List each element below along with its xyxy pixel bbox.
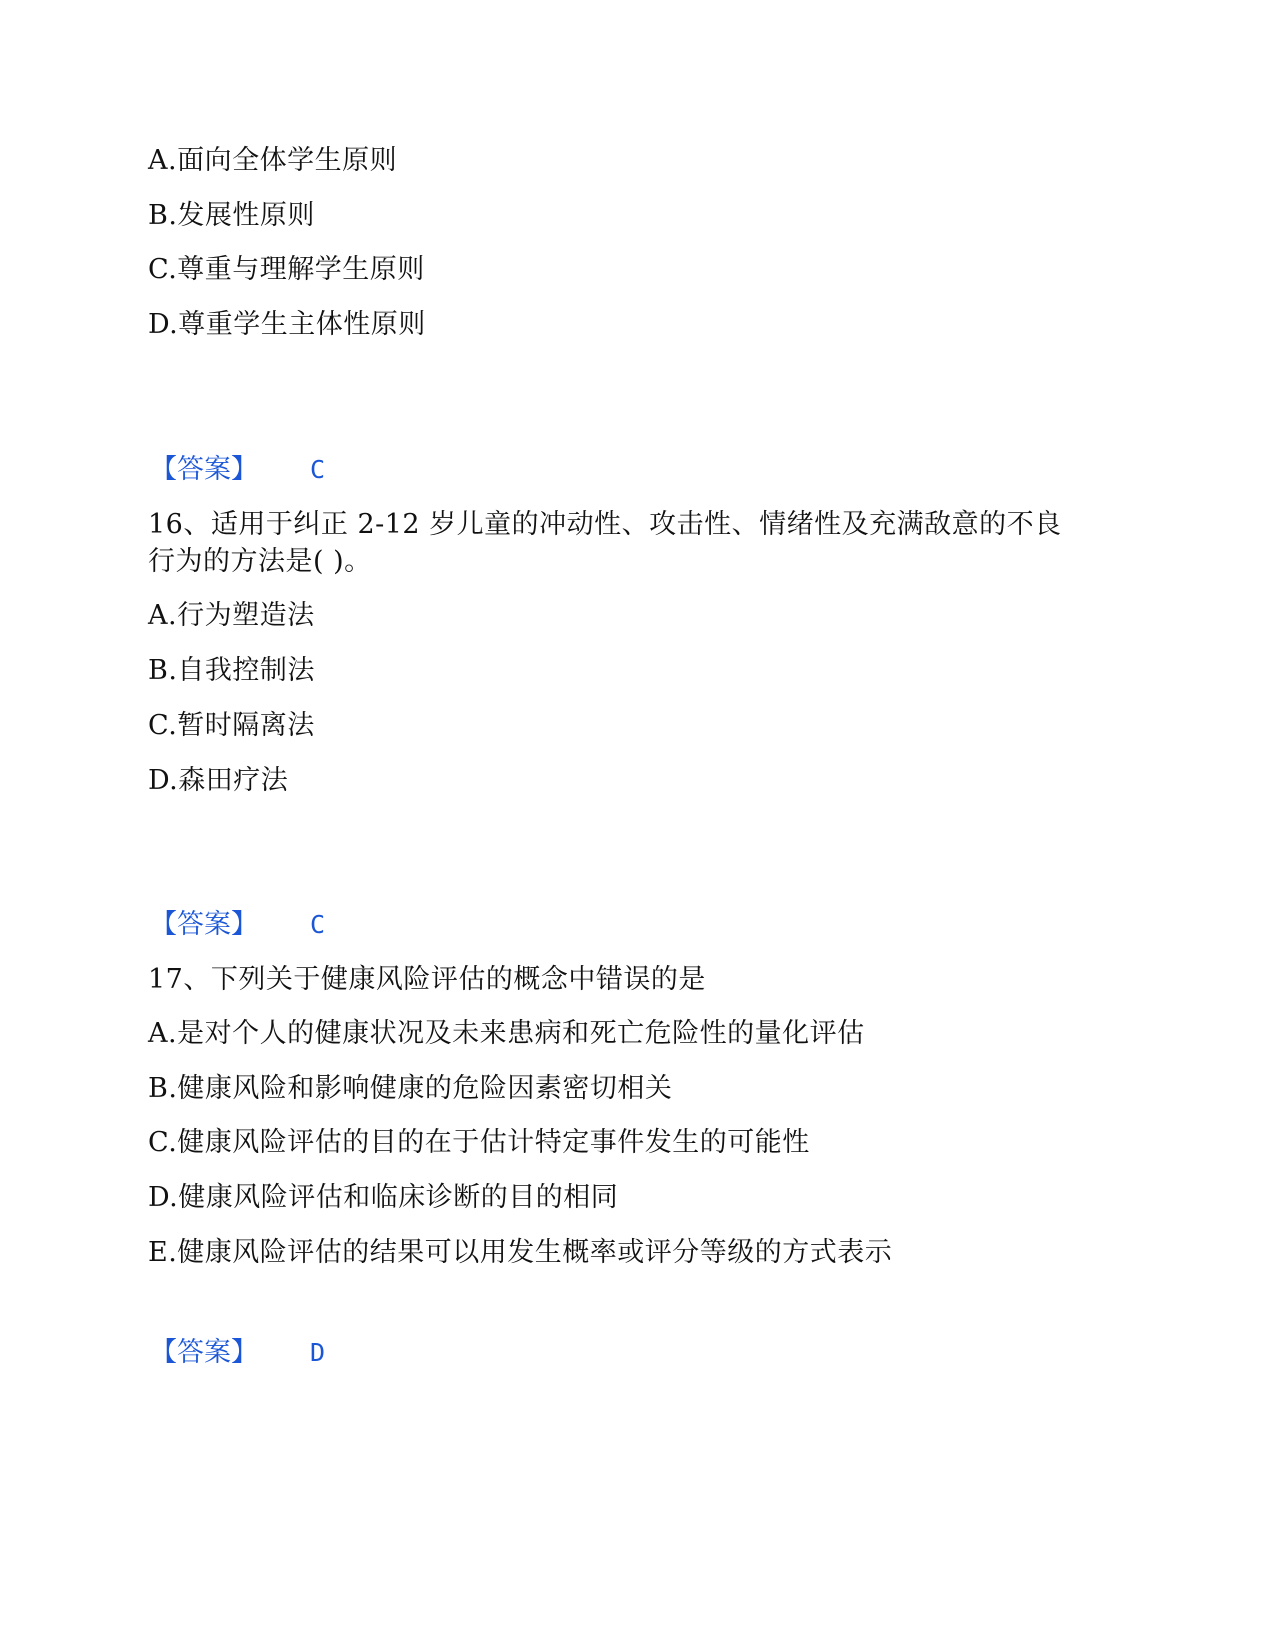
q15-option-a: A.面向全体学生原则 xyxy=(148,145,398,176)
q15-answer-tag: 【答案】 xyxy=(150,454,258,485)
q16-stem-line2: 行为的方法是( )。 xyxy=(148,546,372,577)
q15-option-d: D.尊重学生主体性原则 xyxy=(148,309,426,340)
q15-answer xyxy=(150,452,326,488)
q16-option-c: C.暂时隔离法 xyxy=(148,710,315,741)
q17-answer-tag: 【答案】 xyxy=(150,1337,258,1368)
q17-answer xyxy=(150,1335,326,1371)
q16-stem-line1: 16、适用于纠正 2-12 岁儿童的冲动性、攻击性、情绪性及充满敌意的不良 xyxy=(148,509,1062,540)
q17-option-e: E.健康风险评估的结果可以用发生概率或评分等级的方式表示 xyxy=(148,1237,893,1268)
q17-answer-letter: D xyxy=(310,1338,326,1367)
q15-option-b: B.发展性原则 xyxy=(148,200,315,231)
q17-option-a: A.是对个人的健康状况及未来患病和死亡危险性的量化评估 xyxy=(148,1018,865,1049)
q17-stem: 17、下列关于健康风险评估的概念中错误的是 xyxy=(148,964,706,995)
q16-answer xyxy=(150,907,326,943)
q16-option-a: A.行为塑造法 xyxy=(148,600,315,631)
q15-answer-letter: C xyxy=(310,455,326,484)
q16-option-b: B.自我控制法 xyxy=(148,655,315,686)
q17-option-b: B.健康风险和影响健康的危险因素密切相关 xyxy=(148,1073,673,1104)
q15-option-c: C.尊重与理解学生原则 xyxy=(148,254,425,285)
q17-option-d: D.健康风险评估和临床诊断的目的相同 xyxy=(148,1182,619,1213)
q17-option-c: C.健康风险评估的目的在于估计特定事件发生的可能性 xyxy=(148,1127,810,1158)
q16-answer-letter: C xyxy=(310,910,326,939)
q16-answer-tag: 【答案】 xyxy=(150,909,258,940)
q16-option-d: D.森田疗法 xyxy=(148,765,289,796)
